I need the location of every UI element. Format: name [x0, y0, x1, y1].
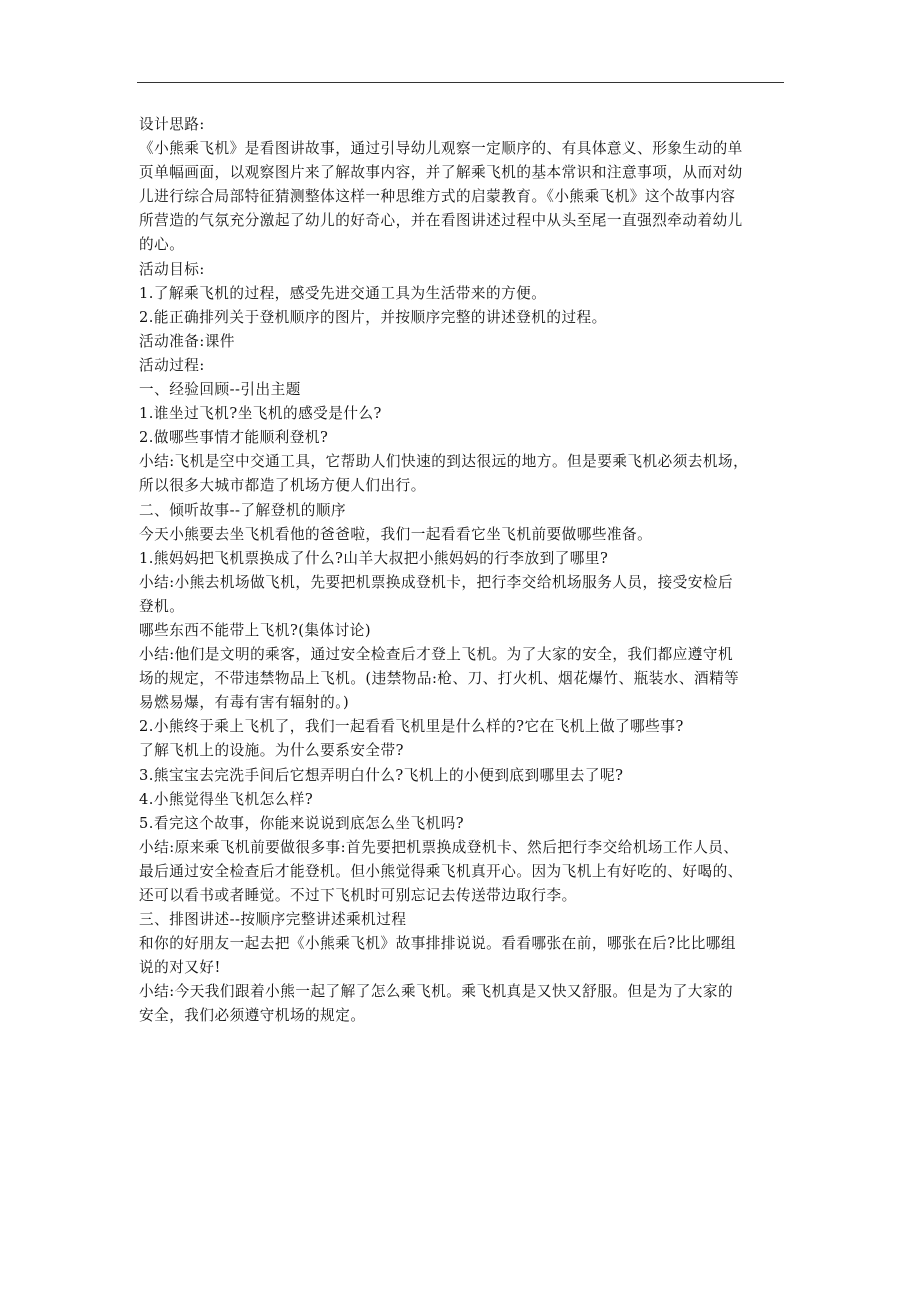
question-item: 1.熊妈妈把飞机票换成了什么?山羊大叔把小熊妈妈的行李放到了哪里?: [139, 549, 609, 567]
section-heading-design-idea: 设计思路:: [139, 116, 205, 133]
summary-line: 小结:小熊去机场做飞机，先要把机票换成登机卡，把行李交给机场服务人员，接受安检后: [139, 573, 734, 591]
summary-line: 小结:原来乘飞机前要做很多事:首先要把机票换成登机卡、然后把行李交给机场工作人员、: [139, 838, 739, 856]
paragraph-line: 说的对又好!: [139, 959, 221, 977]
paragraph-line: 和你的好朋友一起去把《小熊乘飞机》故事排排说说。看看哪张在前，哪张在后?比比哪组: [139, 935, 736, 953]
question-item: 1.谁坐过飞机?坐飞机的感受是什么?: [139, 405, 382, 423]
summary-line: 还可以看书或者睡觉。不过下飞机时可别忘记去传送带边取行李。: [139, 887, 577, 904]
summary-line: 所以很多大城市都造了机场方便人们出行。: [139, 477, 426, 495]
section-heading-process: 活动过程:: [139, 356, 205, 374]
summary-line: 易燃易爆，有毒有害有辐射的。): [139, 694, 350, 712]
subsection-heading: 三、排图讲述--按顺序完整讲述乘机过程: [139, 911, 407, 929]
goal-item: 2.能正确排列关于登机顺序的图片，并按顺序完整的讲述登机的过程。: [139, 308, 607, 326]
subsection-heading: 一、经验回顾--引出主题: [139, 381, 301, 399]
question-item: 4.小熊觉得坐飞机怎么样?: [139, 790, 314, 808]
document-body: [139, 113, 787, 1029]
summary-line: 小结:今天我们跟着小熊一起了解了怎么乘飞机。乘飞机真是又快又舒服。但是为了大家的: [139, 983, 734, 1001]
question-item: 2.做哪些事情才能顺利登机?: [139, 429, 329, 447]
subsection-heading: 二、倾听故事--了解登机的顺序: [139, 501, 347, 519]
header-rule: [137, 82, 784, 83]
section-heading-preparation: 活动准备:课件: [139, 332, 235, 350]
summary-line: 小结:飞机是空中交通工具，它帮助人们快速的到达很远的地方。但是要乘飞机必须去机场，: [139, 453, 749, 471]
paragraph-line: 页单幅画面，以观察图片来了解故事内容，并了解乘飞机的基本常识和注意事项，从而对幼: [139, 164, 743, 182]
goal-item: 1.了解乘飞机的过程，感受先进交通工具为生活带来的方便。: [139, 284, 547, 302]
question-item: 哪些东西不能带上飞机?(集体讨论): [139, 621, 372, 639]
paragraph-line: 了解飞机上的设施。为什么要系安全带?: [139, 742, 404, 760]
section-heading-goals: 活动目标:: [139, 260, 205, 278]
paragraph-line: 的心。: [139, 236, 185, 254]
summary-line: 最后通过安全检查后才能登机。但小熊觉得乘飞机真开心。因为飞机上有好吃的、好喝的、: [139, 862, 743, 880]
paragraph-line: 今天小熊要去坐飞机看他的爸爸啦，我们一起看看它坐飞机前要做哪些准备。: [139, 525, 653, 543]
question-item: 5.看完这个故事，你能来说说到底怎么坐飞机吗?: [139, 814, 465, 832]
summary-line: 安全，我们必须遵守机场的规定。: [139, 1007, 366, 1025]
question-item: 2.小熊终于乘上飞机了，我们一起看看飞机里是什么样的?它在飞机上做了哪些事?: [139, 718, 684, 736]
paragraph-line: 所营造的气氛充分激起了幼儿的好奇心，并在看图讲述过程中从头至尾一直强烈牵动着幼儿: [139, 212, 743, 230]
summary-line: 小结:他们是文明的乘客，通过安全检查后才登上飞机。为了大家的安全，我们都应遵守机: [139, 646, 734, 664]
summary-line: 登机。: [139, 597, 185, 615]
paragraph-line: 儿进行综合局部特征猜测整体这样一种思维方式的启蒙教育。《小熊乘飞机》这个故事内容: [139, 188, 736, 206]
paragraph-line: 《小熊乘飞机》是看图讲故事，通过引导幼儿观察一定顺序的、有具体意义、形象生动的单: [139, 140, 743, 158]
question-item: 3.熊宝宝去完洗手间后它想弄明白什么?飞机上的小便到底到哪里去了呢?: [139, 766, 624, 784]
summary-line: 场的规定，不带违禁物品上飞机。(违禁物品:枪、刀、打火机、烟花爆竹、瓶装水、酒精等: [139, 670, 740, 688]
